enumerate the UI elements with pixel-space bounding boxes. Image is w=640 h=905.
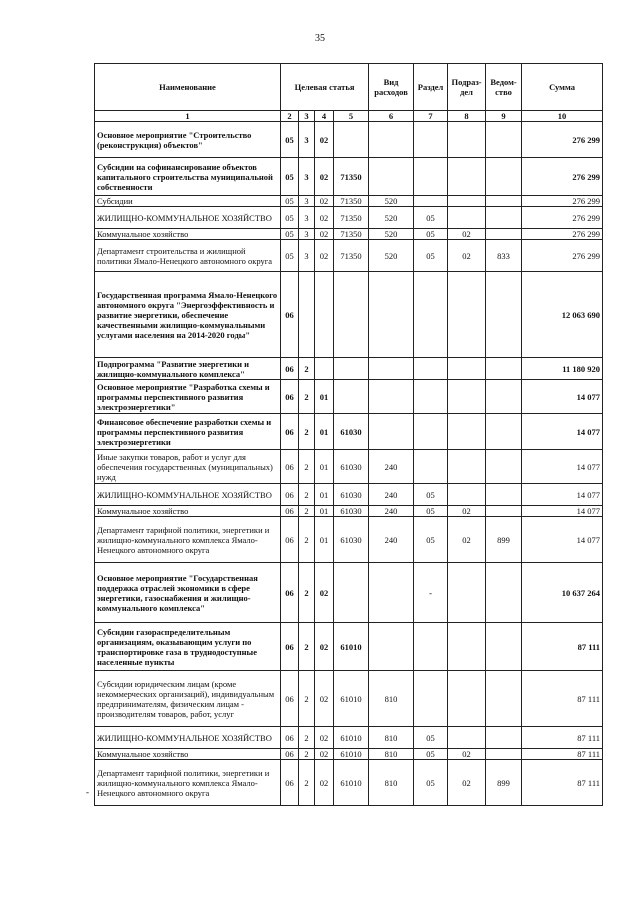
target-code-event: 02: [315, 623, 334, 671]
target-code-program: 06: [281, 484, 299, 506]
subsection: 02: [448, 229, 486, 240]
target-code-direction: 61030: [334, 484, 369, 506]
section: -: [414, 563, 448, 623]
department-code: [486, 506, 522, 517]
section: [414, 272, 448, 358]
expense-type: [369, 358, 414, 380]
table-row: [95, 484, 603, 506]
target-code-event: 02: [315, 207, 334, 229]
header-vedomstvo: Ведом-ство: [486, 64, 522, 111]
header-name: Наименование: [95, 64, 281, 111]
department-code: [486, 671, 522, 727]
column-number: 10: [522, 111, 603, 122]
amount: 14 077: [522, 414, 603, 450]
amount: 87 111: [522, 623, 603, 671]
target-code-event: [315, 272, 334, 358]
expense-type: 520: [369, 207, 414, 229]
expense-type: 810: [369, 749, 414, 760]
section: [414, 623, 448, 671]
section: 05: [414, 229, 448, 240]
target-code-event: 02: [315, 122, 334, 158]
expense-type: 240: [369, 506, 414, 517]
row-name: Коммунальное хозяйство: [95, 506, 281, 517]
department-code: [486, 623, 522, 671]
department-code: [486, 358, 522, 380]
target-code-subprogram: 2: [299, 506, 315, 517]
section: 05: [414, 727, 448, 749]
target-code-program: 06: [281, 450, 299, 484]
table-body: [95, 122, 603, 806]
row-name: Иные закупки товаров, работ и услуг для обеспечения государственных (муниципальных) нужд: [95, 450, 281, 484]
target-code-program: 05: [281, 229, 299, 240]
target-code-program: 06: [281, 358, 299, 380]
department-code: [486, 272, 522, 358]
target-code-direction: [334, 272, 369, 358]
target-code-subprogram: 2: [299, 749, 315, 760]
row-name: Финансовое обеспечение разработки схемы и программы перспективного развития электроэнергетики: [95, 414, 281, 450]
expense-type: [369, 380, 414, 414]
section: 05: [414, 517, 448, 563]
column-number: 1: [95, 111, 281, 122]
amount: 276 299: [522, 240, 603, 272]
target-code-program: 06: [281, 563, 299, 623]
expense-type: 520: [369, 196, 414, 207]
row-name: Департамент тарифной политики, энергетики и жилищно-коммунального комплекса Ямало-Ненецкого автономного округа: [95, 517, 281, 563]
section: 05: [414, 484, 448, 506]
amount: 87 111: [522, 727, 603, 749]
target-code-program: 06: [281, 623, 299, 671]
table-row: [95, 506, 603, 517]
header-target: Целевая статья: [281, 64, 369, 111]
target-code-event: 01: [315, 414, 334, 450]
table-row: [95, 414, 603, 450]
department-code: [486, 563, 522, 623]
row-name: ЖИЛИЩНО-КОММУНАЛЬНОЕ ХОЗЯЙСТВО: [95, 207, 281, 229]
target-code-event: 02: [315, 749, 334, 760]
target-code-direction: 61010: [334, 623, 369, 671]
department-code: [486, 484, 522, 506]
expense-type: 810: [369, 671, 414, 727]
subsection: [448, 380, 486, 414]
target-code-event: 01: [315, 517, 334, 563]
target-code-direction: 61010: [334, 727, 369, 749]
target-code-subprogram: 2: [299, 450, 315, 484]
target-code-event: 02: [315, 229, 334, 240]
table-row: [95, 623, 603, 671]
row-name: Субсидии: [95, 196, 281, 207]
column-number: 7: [414, 111, 448, 122]
target-code-direction: 61010: [334, 749, 369, 760]
expense-type: 520: [369, 229, 414, 240]
target-code-event: 02: [315, 196, 334, 207]
target-code-program: 06: [281, 517, 299, 563]
subsection: [448, 727, 486, 749]
subsection: 02: [448, 749, 486, 760]
subsection: [448, 450, 486, 484]
target-code-direction: 71350: [334, 207, 369, 229]
subsection: [448, 122, 486, 158]
row-name: Субсидии юридическим лицам (кроме некоммерческих организаций), индивидуальным предпринимателям, физическим лицам - производителям товаров, работ, услуг: [95, 671, 281, 727]
target-code-direction: 61010: [334, 671, 369, 727]
subsection: [448, 484, 486, 506]
amount: 10 637 264: [522, 563, 603, 623]
target-code-program: 06: [281, 272, 299, 358]
subsection: [448, 414, 486, 450]
target-code-program: 06: [281, 414, 299, 450]
target-code-program: 05: [281, 158, 299, 196]
target-code-direction: [334, 380, 369, 414]
subsection: [448, 196, 486, 207]
department-code: 833: [486, 240, 522, 272]
section: [414, 671, 448, 727]
amount: 276 299: [522, 207, 603, 229]
expense-type: 240: [369, 484, 414, 506]
column-number: 5: [334, 111, 369, 122]
subsection: 02: [448, 517, 486, 563]
table-row: [95, 563, 603, 623]
table-row: [95, 760, 603, 806]
target-code-event: 02: [315, 240, 334, 272]
row-name: Основное мероприятие "Разработка схемы и программы перспективного развития электроэнергетики": [95, 380, 281, 414]
amount: 14 077: [522, 517, 603, 563]
section: 05: [414, 240, 448, 272]
target-code-program: 06: [281, 506, 299, 517]
department-code: [486, 380, 522, 414]
expense-type: 240: [369, 450, 414, 484]
amount: 87 111: [522, 671, 603, 727]
column-number: 9: [486, 111, 522, 122]
table-row: [95, 358, 603, 380]
expense-type: [369, 414, 414, 450]
target-code-event: 01: [315, 450, 334, 484]
header-vid: Вид расходов: [369, 64, 414, 111]
department-code: [486, 229, 522, 240]
subsection: 02: [448, 240, 486, 272]
header-summa: Сумма: [522, 64, 603, 111]
expense-type: [369, 623, 414, 671]
section: [414, 158, 448, 196]
target-code-subprogram: 3: [299, 207, 315, 229]
row-name: Коммунальное хозяйство: [95, 749, 281, 760]
department-code: [486, 196, 522, 207]
target-code-direction: 71350: [334, 229, 369, 240]
expense-type: [369, 563, 414, 623]
target-code-subprogram: 2: [299, 358, 315, 380]
target-code-subprogram: 2: [299, 727, 315, 749]
subsection: 02: [448, 506, 486, 517]
subsection: [448, 623, 486, 671]
table-row: [95, 196, 603, 207]
table-row: [95, 671, 603, 727]
target-code-direction: 71350: [334, 240, 369, 272]
target-code-program: 05: [281, 122, 299, 158]
target-code-direction: 61030: [334, 506, 369, 517]
section: 05: [414, 506, 448, 517]
department-code: [486, 158, 522, 196]
amount: 14 077: [522, 450, 603, 484]
header-row: [95, 64, 603, 111]
expense-type: 810: [369, 760, 414, 806]
target-code-event: 01: [315, 484, 334, 506]
table-row: [95, 450, 603, 484]
subsection: [448, 207, 486, 229]
budget-table: [94, 63, 603, 806]
subsection: 02: [448, 760, 486, 806]
subsection: [448, 563, 486, 623]
target-code-direction: [334, 122, 369, 158]
target-code-program: 06: [281, 760, 299, 806]
column-number: 2: [281, 111, 299, 122]
section: [414, 414, 448, 450]
department-code: [486, 207, 522, 229]
target-code-direction: 61010: [334, 760, 369, 806]
row-name: Субсидии на софинансирование объектов капитального строительства муниципальной собственности: [95, 158, 281, 196]
row-name: Коммунальное хозяйство: [95, 229, 281, 240]
target-code-direction: 71350: [334, 158, 369, 196]
row-name: Подпрограмма "Развитие энергетики и жилищно-коммунального комплекса": [95, 358, 281, 380]
target-code-program: 05: [281, 196, 299, 207]
target-code-event: 02: [315, 760, 334, 806]
target-code-subprogram: 2: [299, 671, 315, 727]
target-code-event: 01: [315, 380, 334, 414]
section: [414, 196, 448, 207]
target-code-program: 06: [281, 380, 299, 414]
amount: 276 299: [522, 158, 603, 196]
table-row: [95, 749, 603, 760]
table-row: [95, 229, 603, 240]
column-number: 6: [369, 111, 414, 122]
amount: 11 180 920: [522, 358, 603, 380]
subsection: [448, 158, 486, 196]
target-code-program: 06: [281, 727, 299, 749]
target-code-event: 02: [315, 563, 334, 623]
amount: 14 077: [522, 506, 603, 517]
target-code-direction: 61030: [334, 450, 369, 484]
target-code-event: 01: [315, 506, 334, 517]
table-row: [95, 517, 603, 563]
amount: 276 299: [522, 196, 603, 207]
target-code-subprogram: 3: [299, 229, 315, 240]
column-number: 8: [448, 111, 486, 122]
row-name: ЖИЛИЩНО-КОММУНАЛЬНОЕ ХОЗЯЙСТВО: [95, 484, 281, 506]
column-number: 3: [299, 111, 315, 122]
target-code-program: 06: [281, 749, 299, 760]
table-row: [95, 240, 603, 272]
target-code-direction: 71350: [334, 196, 369, 207]
amount: 14 077: [522, 380, 603, 414]
amount: 276 299: [522, 122, 603, 158]
expense-type: [369, 272, 414, 358]
target-code-program: 05: [281, 207, 299, 229]
target-code-subprogram: 3: [299, 158, 315, 196]
target-code-direction: [334, 563, 369, 623]
section: 05: [414, 760, 448, 806]
stray-mark: -: [86, 787, 89, 797]
department-code: [486, 749, 522, 760]
row-name: Государственная программа Ямало-Ненецкого автономного округа "Энергоэффективность и развитие энергетики, обеспечение качественными жилищно-коммунальными услугами населения на 2014-2020 годы": [95, 272, 281, 358]
subsection: [448, 358, 486, 380]
target-code-program: 05: [281, 240, 299, 272]
target-code-direction: [334, 358, 369, 380]
expense-type: 520: [369, 240, 414, 272]
section: [414, 380, 448, 414]
section: [414, 358, 448, 380]
table-row: [95, 380, 603, 414]
target-code-subprogram: [299, 272, 315, 358]
column-number: 4: [315, 111, 334, 122]
row-name: Департамент строительства и жилищной политики Ямало-Ненецкого автономного округа: [95, 240, 281, 272]
target-code-direction: 61030: [334, 414, 369, 450]
department-code: [486, 122, 522, 158]
column-number-row: [95, 111, 603, 122]
subsection: [448, 671, 486, 727]
amount: 87 111: [522, 749, 603, 760]
expense-type: [369, 158, 414, 196]
section: [414, 122, 448, 158]
row-name: Департамент тарифной политики, энергетики и жилищно-коммунального комплекса Ямало-Ненецкого автономного округа: [95, 760, 281, 806]
page-number: 35: [315, 33, 325, 44]
department-code: 899: [486, 517, 522, 563]
amount: 14 077: [522, 484, 603, 506]
table-row: [95, 158, 603, 196]
target-code-subprogram: 2: [299, 760, 315, 806]
department-code: 899: [486, 760, 522, 806]
target-code-event: 02: [315, 671, 334, 727]
target-code-event: 02: [315, 727, 334, 749]
target-code-subprogram: 3: [299, 196, 315, 207]
subsection: [448, 272, 486, 358]
section: 05: [414, 749, 448, 760]
row-name: Основное мероприятие "Строительство (реконструкция) объектов": [95, 122, 281, 158]
section: [414, 450, 448, 484]
table-row: [95, 727, 603, 749]
section: 05: [414, 207, 448, 229]
target-code-event: [315, 358, 334, 380]
row-name: Субсидии газораспределительным организациям, оказывающим услуги по транспортировке газа в труднодоступные населенные пункты: [95, 623, 281, 671]
department-code: [486, 727, 522, 749]
target-code-subprogram: 2: [299, 484, 315, 506]
row-name: ЖИЛИЩНО-КОММУНАЛЬНОЕ ХОЗЯЙСТВО: [95, 727, 281, 749]
target-code-subprogram: 2: [299, 517, 315, 563]
target-code-direction: 61030: [334, 517, 369, 563]
amount: 12 063 690: [522, 272, 603, 358]
amount: 87 111: [522, 760, 603, 806]
target-code-subprogram: 2: [299, 623, 315, 671]
table-row: [95, 272, 603, 358]
expense-type: [369, 122, 414, 158]
target-code-subprogram: 3: [299, 122, 315, 158]
target-code-subprogram: 2: [299, 380, 315, 414]
target-code-subprogram: 2: [299, 414, 315, 450]
target-code-event: 02: [315, 158, 334, 196]
amount: 276 299: [522, 229, 603, 240]
table-row: [95, 122, 603, 158]
table-row: [95, 207, 603, 229]
header-podrazdel: Подраз-дел: [448, 64, 486, 111]
expense-type: 810: [369, 727, 414, 749]
department-code: [486, 414, 522, 450]
target-code-subprogram: 2: [299, 563, 315, 623]
target-code-program: 06: [281, 671, 299, 727]
department-code: [486, 450, 522, 484]
header-razdel: Раздел: [414, 64, 448, 111]
row-name: Основное мероприятие "Государственная поддержка отраслей экономики в сфере энергетики, газоснабжения и жилищно-коммунального комплекса": [95, 563, 281, 623]
expense-type: 240: [369, 517, 414, 563]
target-code-subprogram: 3: [299, 240, 315, 272]
